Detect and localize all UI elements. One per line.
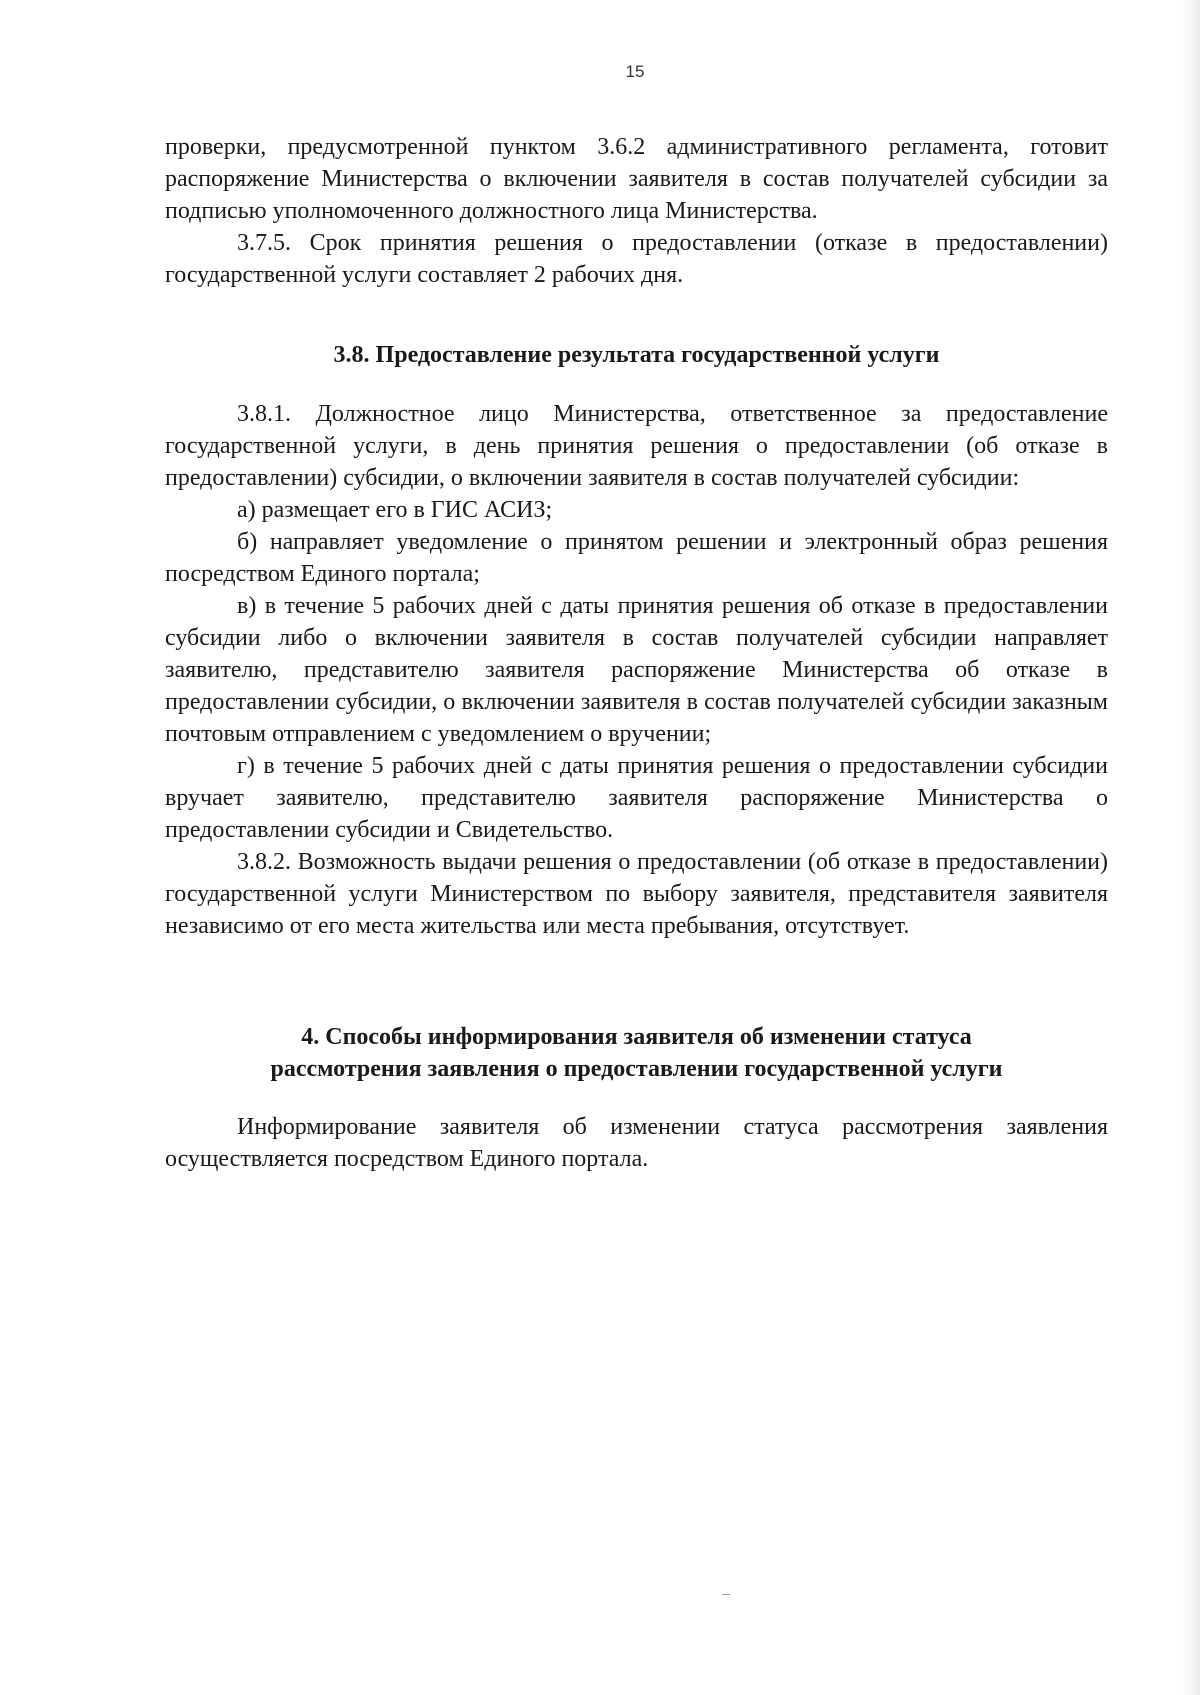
section-3-8-body xyxy=(165,398,1108,942)
paragraph-section-4: Информирование заявителя об изменении статуса рассмотрения заявления осуществляется посредством Единого портала. xyxy=(165,1114,1108,1172)
list-item-v: в) в течение 5 рабочих дней с даты принятия решения об отказе в предоставлении субсидии либо о включении заявителя в состав получателей субсидии направляет заявителю, представителю заявителя распоряжение Министерства об отказе в предоставлении субсидии, о включении заявителя в состав получателей субсидии заказным почтовым отправлением с уведомлением о вручении; xyxy=(165,593,1108,747)
section-4-body xyxy=(165,1111,1108,1175)
continuation-block xyxy=(165,131,1108,291)
section-3-8-heading xyxy=(165,339,1108,371)
page-number: 15 xyxy=(625,62,645,81)
scan-mark xyxy=(722,1594,730,1595)
page-edge-shadow xyxy=(1182,0,1200,1695)
paragraph-3-7-5: 3.7.5. Срок принятия решения о предоставлении (отказе в предоставлении) государственной услуги составляет 2 рабочих дня. xyxy=(165,230,1108,288)
list-item-g: г) в течение 5 рабочих дней с даты принятия решения о предоставлении субсидии вручает заявителю, представителю заявителя распоряжение Министерства о предоставлении субсидии и Свидетельство. xyxy=(165,753,1108,843)
paragraph-3-8-2: 3.8.2. Возможность выдачи решения о предоставлении (об отказе в предоставлении) государственной услуги Министерством по выбору заявителя, представителя заявителя независимо от его места жительства или места пребывания, отсутствует. xyxy=(165,849,1108,939)
paragraph-3-8-1: 3.8.1. Должностное лицо Министерства, ответственное за предоставление государственной услуги, в день принятия решения о предоставлении (об отказе в предоставлении) субсидии, о включении заявителя в состав получателей субсидии: xyxy=(165,401,1108,491)
list-item-a: а) размещает его в ГИС АСИЗ; xyxy=(237,497,553,523)
section-4-heading xyxy=(165,1021,1108,1085)
list-item-b: б) направляет уведомление о принятом решении и электронный образ решения посредством Единого портала; xyxy=(165,529,1108,587)
section-4-heading-line1: 4. Способы информирования заявителя об изменении статуса xyxy=(301,1024,972,1050)
section-3-8-heading-text: 3.8. Предоставление результата государственной услуги xyxy=(333,342,940,368)
paragraph-continuation: проверки, предусмотренной пунктом 3.6.2 административного регламента, готовит распоряжение Министерства о включении заявителя в состав получателей субсидии за подписью уполномоченного должностного лица Министерства. xyxy=(165,134,1108,224)
section-4-heading-line2: рассмотрения заявления о предоставлении государственной услуги xyxy=(270,1056,1003,1082)
